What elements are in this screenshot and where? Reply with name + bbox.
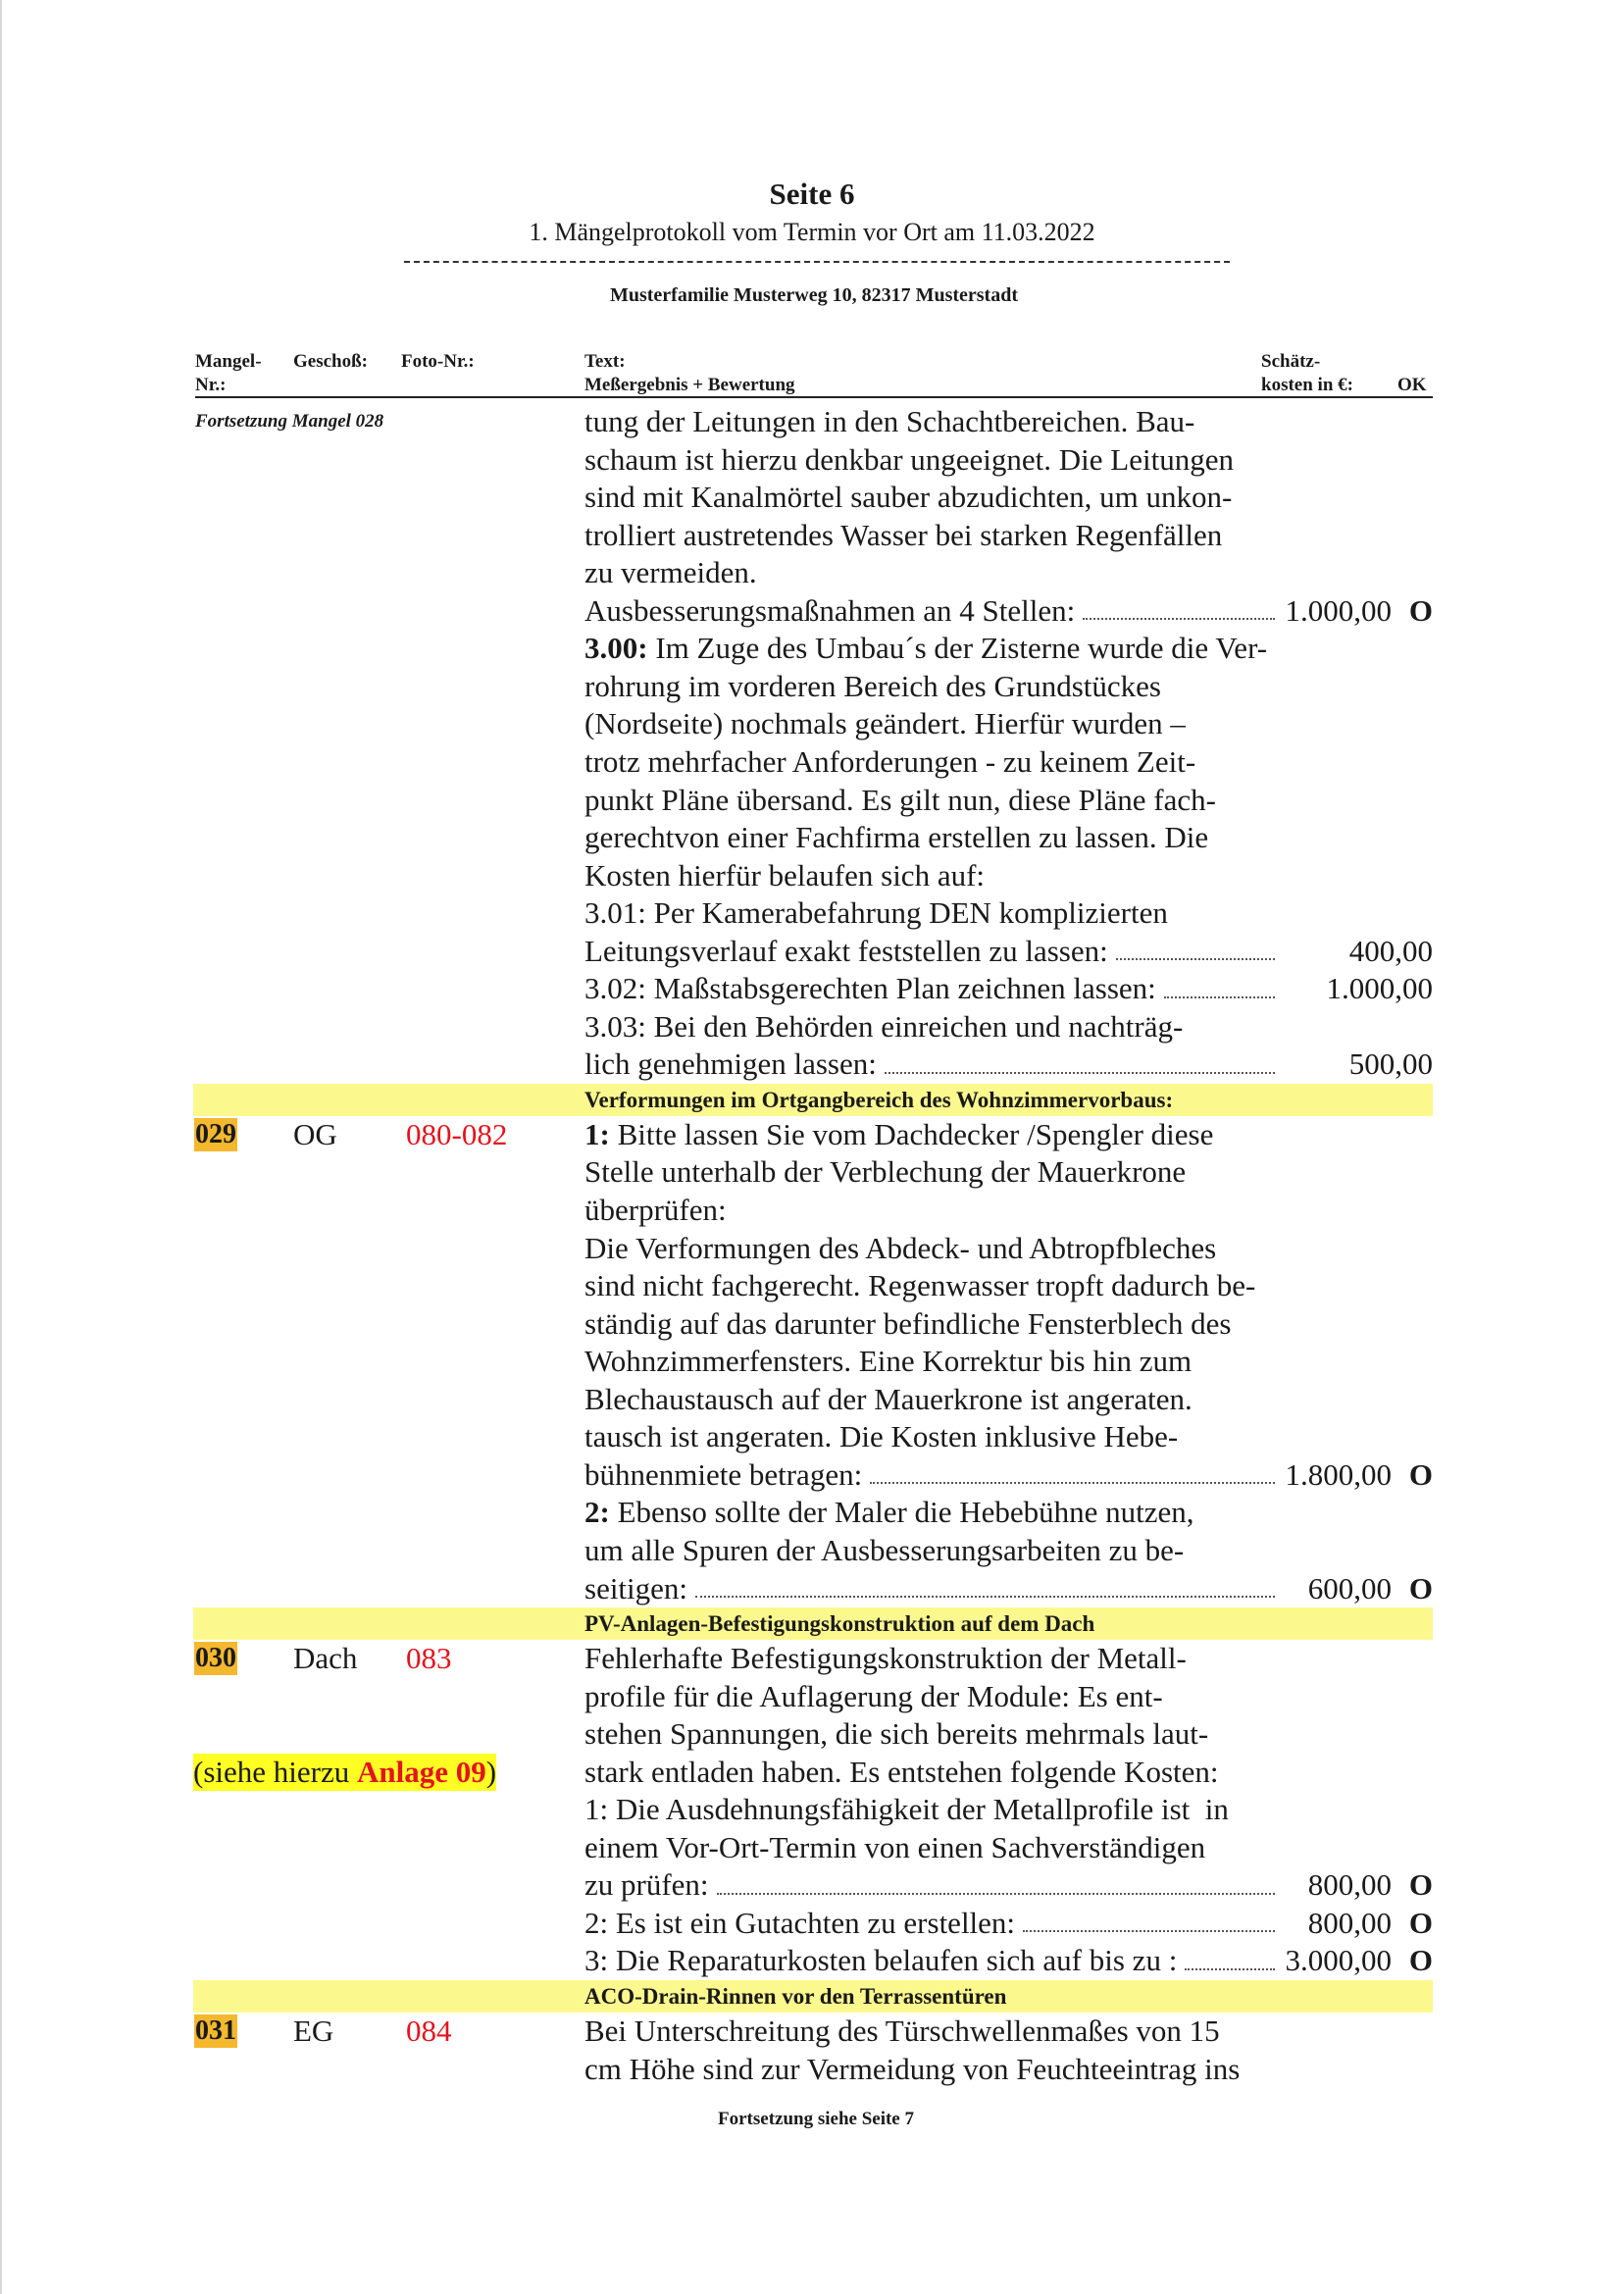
header-messergebnis: Meßergebnis + Bewertung [584,375,795,395]
text-line [0,1754,1624,1792]
text-line [0,630,1624,668]
line-content: Im Zuge des Umbau´s der Zisterne wurde die Ver- [647,631,1268,666]
attachment-link[interactable]: Anlage 09 [356,1754,486,1789]
text-line [0,894,1624,933]
line-text [584,1153,1281,1192]
ok-checkbox[interactable]: O [1408,1456,1433,1492]
line-text [584,1418,1281,1456]
section-heading [0,1084,1624,1116]
line-content: cm Höhe sind zur Vermeidung von Feuchteeintrag ins [584,2051,1241,2086]
line-content: einem Vor-Ort-Termin von einen Sachverständigen [584,1829,1206,1864]
item-label: 3.00: [584,631,648,666]
text-line [0,2013,1624,2051]
line-text [584,1008,1281,1046]
line-text [584,1230,1281,1268]
line-text [584,1192,1281,1230]
line-text [584,1045,1281,1084]
cost-amount: 600,00 [1307,1570,1392,1606]
line-content: Kosten hierfür belaufen sich auf: [584,857,986,892]
line-text [584,1905,1281,1943]
cost-amount: 1.000,00 [1285,592,1392,628]
line-text [584,857,1281,895]
text-line [0,1045,1624,1084]
page-title: Seite 6 [769,177,855,211]
ok-checkbox[interactable]: O [1408,592,1433,628]
text-line [0,1866,1624,1905]
line-text [584,1381,1281,1419]
dot-leader [695,1596,1275,1598]
section-heading-text: Verformungen im Ortgangbereich des Wohnzimmervorbaus: [584,1087,1174,1112]
line-content: rohrung im vorderen Bereich des Grundstückes [584,668,1161,703]
line-text [584,970,1281,1008]
line-text [584,933,1281,971]
header-foto-nr: Foto-Nr.: [401,351,475,372]
text-line [0,1532,1624,1570]
text-line [0,1008,1624,1046]
line-content: 2: Es ist ein Gutachten zu erstellen: [584,1905,1016,1940]
line-content: Wohnzimmerfensters. Eine Korrektur bis hin zum [584,1344,1193,1379]
line-text [584,705,1281,743]
line-text [584,1640,1281,1678]
photo-number: 080-082 [406,1116,508,1151]
line-text [584,1267,1281,1305]
line-text [584,2051,1281,2089]
line-text [584,554,1281,592]
line-text [584,1866,1281,1905]
dot-leader [717,1893,1275,1895]
line-content: Fehlerhafte Befestigungskonstruktion der Metall- [584,1641,1187,1676]
line-content: Ebenso sollte der Maler die Hebebühne nutzen, [609,1495,1194,1530]
line-text [584,592,1281,631]
line-content: Stelle unterhalb der Verblechung der Mauerkrone [584,1154,1187,1190]
line-text [584,743,1281,782]
dot-leader [1083,618,1275,620]
text-line [0,2051,1624,2089]
text-line [0,1116,1624,1154]
cost-amount: 3.000,00 [1285,1943,1392,1978]
cost-amount: 1.000,00 [1326,971,1433,1006]
text-line [0,1494,1624,1532]
line-text [584,517,1281,555]
defect-number: 029 [195,1118,236,1149]
text-line [0,1153,1624,1192]
line-text [584,1942,1281,1980]
section-heading-text: ACO-Drain-Rinnen vor den Terrassentüren [584,1984,1007,2009]
defect-number: 031 [195,2015,236,2046]
line-text [584,1715,1281,1754]
line-content: zu vermeiden. [584,555,757,590]
dot-leader [885,1072,1275,1074]
text-line [0,1192,1624,1230]
line-text [584,782,1281,820]
text-line [0,782,1624,820]
photo-number: 084 [406,2014,452,2048]
line-text [584,1791,1281,1829]
floor-label: OG [293,1116,337,1151]
text-line [0,1381,1624,1419]
header-mangel: Mangel- [195,351,262,372]
item-label: 2: [584,1495,610,1530]
section-heading [0,1980,1624,2013]
photo-number: 083 [406,1641,452,1676]
document-subtitle: 1. Mängelprotokoll vom Termin vor Ort am 11.03.2022 [529,218,1095,246]
line-text [584,1754,1281,1792]
line-content: Bitte lassen Sie vom Dachdecker /Spengler diese [609,1116,1214,1151]
line-text [584,403,1281,441]
line-text [584,1829,1281,1867]
attachment-reference [193,1754,496,1792]
text-line [0,403,1624,441]
line-content: schaum ist hierzu denkbar ungeeignet. Die Leitungen [584,441,1234,477]
text-line [0,705,1624,743]
text-line [0,1343,1624,1381]
line-content: Blechaustausch auf der Mauerkrone ist angeraten. [584,1381,1193,1416]
line-content: trotz mehrfacher Anforderungen - zu keinem Zeit- [584,743,1196,779]
cost-amount: 400,00 [1348,933,1433,968]
header-schaetz: Schätz- [1261,351,1321,372]
line-content: sind mit Kanalmörtel sauber abzudichten, um unkon- [584,480,1233,515]
dot-leader [870,1482,1275,1484]
line-content: lich genehmigen lassen: [584,1046,877,1082]
text-line [0,1905,1624,1943]
line-content: tung der Leitungen in den Schachtbereichen. Bau- [584,404,1195,438]
text-line [0,479,1624,517]
ok-checkbox[interactable]: O [1408,1867,1433,1903]
continuation-note: Fortsetzung Mangel 028 [195,411,384,432]
text-line [0,1267,1624,1305]
line-content: Bei Unterschreitung des Türschwellenmaßes von 15 [584,2014,1220,2048]
line-text [584,2013,1281,2051]
text-line [0,592,1624,631]
text-line [0,1418,1624,1456]
dot-leader [1164,996,1275,998]
line-content: (Nordseite) nochmals geändert. Hierfür wurden – [584,706,1186,741]
line-text [584,630,1281,668]
text-line [0,1715,1624,1754]
line-text [584,1343,1281,1381]
dot-leader [1116,958,1275,960]
text-line [0,1305,1624,1344]
header-nr: Nr.: [195,375,227,395]
reference-prefix: (siehe hierzu [193,1754,357,1789]
item-label: 1: [584,1116,610,1151]
cost-amount: 800,00 [1307,1867,1392,1903]
page-footer: Fortsetzung siehe Seite 7 [718,2109,914,2129]
header-rule [195,396,1433,398]
line-text [584,1305,1281,1344]
line-text [584,668,1281,706]
text-line [0,857,1624,895]
line-content: bühnenmiete betragen: [584,1456,863,1492]
line-text [584,1678,1281,1716]
line-text [584,819,1281,857]
cost-amount: 800,00 [1307,1905,1392,1940]
line-content: Die Verformungen des Abdeck- und Abtropfbleches [584,1230,1217,1265]
text-line [0,1829,1624,1867]
line-text [584,1456,1281,1495]
floor-label: Dach [293,1641,358,1676]
header-geschoss: Geschoß: [293,351,368,372]
cost-amount: 1.800,00 [1285,1456,1392,1492]
line-content: ständig auf das darunter befindliche Fensterblech des [584,1305,1232,1341]
line-content: trolliert austretendes Wasser bei starken Regenfällen [584,517,1223,552]
text-line [0,441,1624,480]
line-content: 3: Die Reparaturkosten belaufen sich auf bis zu : [584,1943,1178,1978]
line-content: 3.02: Maßstabsgerechten Plan zeichnen lassen: [584,971,1156,1006]
header-text: Text: [584,351,626,372]
line-content: profile für die Auflagerung der Module: Es ent- [584,1678,1163,1713]
text-line [0,517,1624,555]
text-line [0,1570,1624,1608]
section-heading-text: PV-Anlagen-Befestigungskonstruktion auf dem Dach [584,1611,1095,1637]
line-content: 3.01: Per Kamerabefahrung DEN komplizierten [584,895,1168,931]
text-line [0,1230,1624,1268]
line-text [584,441,1281,480]
line-content: 1: Die Ausdehnungsfähigkeit der Metallprofile ist in [584,1792,1229,1827]
client-address: Musterfamilie Musterweg 10, 82317 Musterstadt [609,284,1018,306]
line-content: Ausbesserungsmaßnahmen an 4 Stellen: [584,592,1076,628]
defect-number: 030 [195,1643,236,1674]
line-text [584,479,1281,517]
cost-amount: 500,00 [1348,1046,1433,1082]
line-content: Leitungsverlauf exakt feststellen zu lassen: [584,933,1108,968]
line-text [584,1570,1281,1608]
text-line [0,1640,1624,1678]
line-text [584,1116,1281,1154]
text-line [0,1456,1624,1495]
ok-checkbox[interactable]: O [1408,1943,1433,1978]
ok-checkbox[interactable]: O [1408,1570,1433,1606]
line-content: stehen Spannungen, die sich bereits mehrmals laut- [584,1716,1209,1752]
line-content: seitigen: [584,1570,688,1606]
line-content: gerechtvon einer Fachfirma erstellen zu lassen. Die [584,820,1209,855]
dot-leader [1023,1930,1275,1932]
line-content: tausch ist angeraten. Die Kosten inklusive Hebe- [584,1419,1179,1454]
text-line [0,970,1624,1008]
line-content: stark entladen haben. Es entstehen folgende Kosten: [584,1754,1219,1789]
text-line [0,1942,1624,1980]
line-text [584,1494,1281,1532]
dot-leader [1185,1968,1275,1970]
line-content: zu prüfen: [584,1867,709,1903]
line-content: sind nicht fachgerecht. Regenwasser tropft dadurch be- [584,1268,1256,1303]
text-line [0,1791,1624,1829]
text-line [0,554,1624,592]
text-line [0,933,1624,971]
text-line [0,819,1624,857]
ok-checkbox[interactable]: O [1408,1905,1433,1940]
line-content: überprüfen: [584,1193,727,1227]
line-content: punkt Pläne übersand. Es gilt nun, diese Pläne fach- [584,782,1216,817]
text-line [0,1678,1624,1716]
line-text [584,894,1281,933]
line-content: um alle Spuren der Ausbesserungsarbeiten zu be- [584,1532,1185,1567]
line-text [584,1532,1281,1570]
reference-suffix: ) [485,1754,497,1789]
text-line [0,743,1624,782]
floor-label: EG [293,2014,334,2048]
dashed-divider [404,261,1230,263]
section-heading [0,1607,1624,1640]
text-line [0,668,1624,706]
line-content: 3.03: Bei den Behörden einreichen und nachträg- [584,1008,1184,1044]
header-kosten: kosten in €: [1261,375,1353,395]
header-ok: OK [1397,375,1427,395]
